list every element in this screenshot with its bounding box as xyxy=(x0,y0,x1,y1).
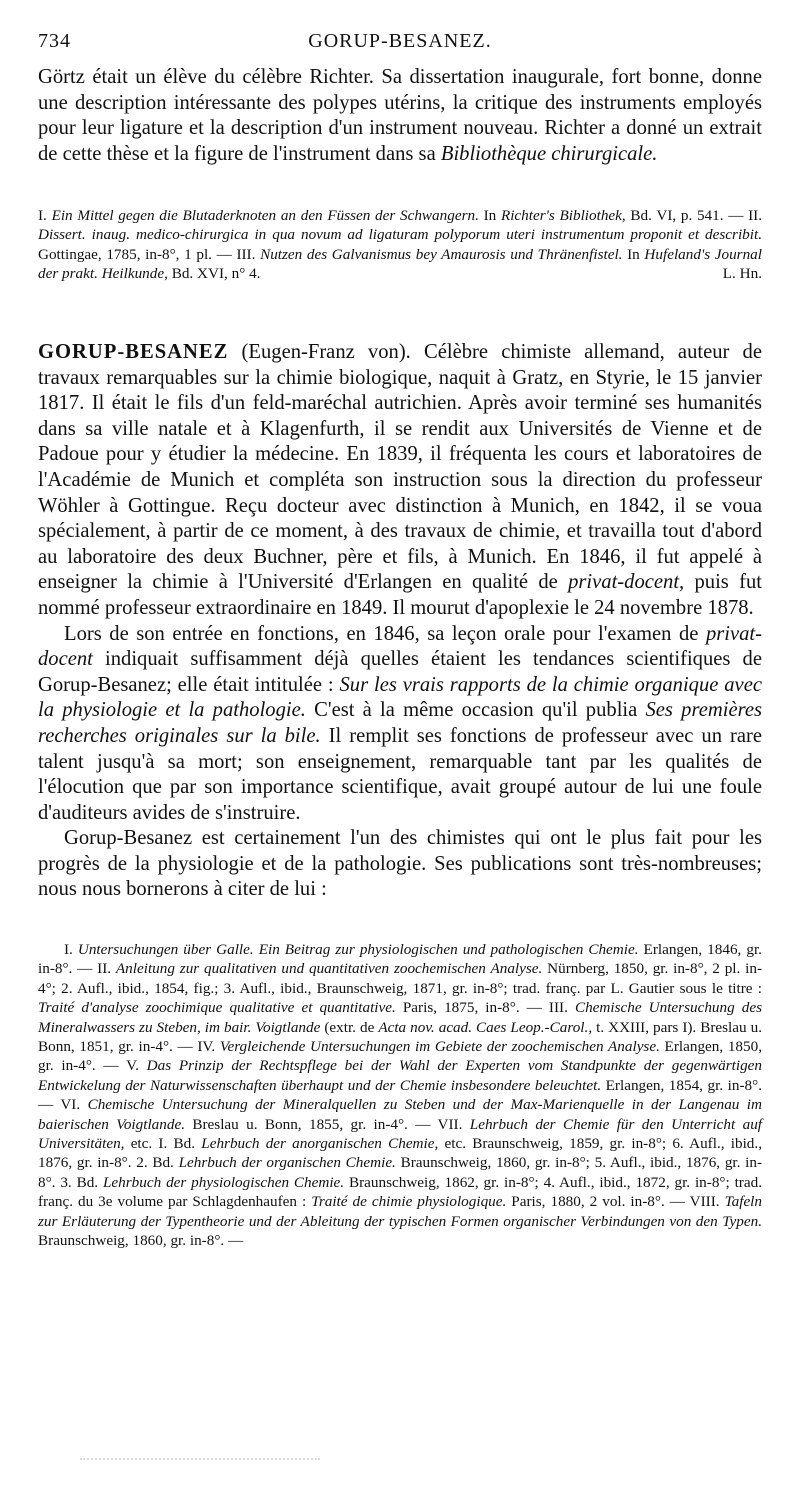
biography-paragraph: puis fut nommé professeur extraordinaire en 1849. Il mourut d'apoplexie le 24 novembre 1878. xyxy=(38,571,762,619)
biography-paragraph: indiquait suffisamment déjà quelles étaient les tendances scientifiques de Gorup-Besanez; elle était intitulée : xyxy=(38,648,762,696)
bib-text: Paris, 1880, 2 vol. in-8°. — VIII. xyxy=(506,1193,725,1211)
running-header xyxy=(38,30,762,60)
bib-title: Untersuchungen über Galle. Ein Beitrag zur physiologischen und pathologischen Chemie. xyxy=(77,941,639,958)
note-text: Bd. XVI, n° 4. xyxy=(167,265,261,283)
note-text: I. xyxy=(38,207,52,224)
italic-term: privat-docent xyxy=(38,622,762,671)
bib-title: Acta nov. acad. Caes Leop.-Carol., xyxy=(378,1018,593,1036)
bib-title: Traité d'analyse zoochimique qualitative et quantitative. xyxy=(38,999,396,1017)
bib-text: Erlangen, 1854, gr. in-8°. — VI. xyxy=(38,1076,762,1114)
italic-term: privat-docent, xyxy=(568,571,685,594)
biography-paragraph: Célèbre chimiste allemand, auteur de travaux remarquables sur la chimie biologique, naquit à Gratz, en Styrie, le 15 janvier 1817. Il était le fils d'un feld-maréchal autrichien. Après avoir terminé ses humanités dans sa ville natale et à Klagenfurth, il se rendit aux Universités de Vienne et de Padoue pour y étudier la médecine. En 1839, il fréquenta les cours et laboratoires de l'Académie de Munich et compléta son instruction sous la direction du professeur Wöhler à Gottingue. Reçu docteur avec distinction à Munich, en 1842, il se voua spécialement, à partir de ce moment, à des travaux de chimie, et travailla tout d'abord au laboratoire des deux Buchner, père et fils, à Munich. En 1846, il fut appelé à enseigner la chimie à l'Université d'Erlangen en qualité de xyxy=(38,341,762,594)
bib-title: Das Prinzip der Rechtspflege bei der Wahl der Experten vom Standpunkte der gegenwärtigen Entwickelung der Naturwissenschaften überhaupt und der Chemie insbesondere beleuchtet. xyxy=(38,1057,762,1094)
biography-paragraph: Lors de son entrée en fonctions, en 1846, sa leçon orale pour l'examen de xyxy=(64,622,706,645)
bib-title: Traité de chimie physiologique. xyxy=(311,1193,507,1211)
bib-title: Lehrbuch der physiologischen Chemie. xyxy=(102,1173,345,1191)
bib-text: Nürnberg, 1850, gr. in-8°, 2 pl. in-4°; 2. Aufl., ibid., 1854, fig.; 3. Aufl., ibid., Braunschweig, 1871, gr. in-8°; trad. franç. par L. Gautier sous le titre : xyxy=(38,960,762,997)
bib-text: Braunschweig, 1860, gr. in-8°; 5. Aufl., ibid., 1876, gr. in-8°. 3. Bd. xyxy=(38,1154,763,1191)
bib-text: Paris, 1875, in-8°. — III. xyxy=(395,999,575,1017)
bib-title: Chemische Untersuchung der Mineralquellen zu Steben und der Max-Marienquelle in der Langenau im baierischen Voigtlande. xyxy=(38,1096,762,1133)
bib-text: Breslau u. Bonn, 1855, gr. in-4°. — VII. xyxy=(185,1115,470,1133)
running-title: GORUP-BESANEZ. xyxy=(308,30,492,52)
goertz-article-text xyxy=(38,65,762,167)
goertz-paragraph-italic: Bibliothèque chirurgicale. xyxy=(440,142,658,165)
bib-title: Tafeln zur Erläuterung der Typentheorie und der Ableitung der typischen Formen organischer Verbindungen von den Typen. xyxy=(38,1193,762,1230)
goertz-bibliography xyxy=(38,206,762,284)
bib-text: Braunschweig, 1860, gr. in-8°. — xyxy=(38,1232,244,1250)
biography-paragraph: C'est à la même occasion qu'il publia xyxy=(305,699,646,722)
goertz-paragraph: Görtz était un élève du célèbre Richter. Sa dissertation inaugurale, fort bonne, donne une description intéressante des polypes utérins, la critique des instruments employés pour leur ligature et la description d'un instrument nouveau. Richter a donné un extrait de cette thèse et la figure de l'instrument dans sa xyxy=(38,66,762,165)
bib-text: etc. Braunschweig, 1859, gr. in-8°; 6. Aufl., ibid., 1876, gr. in-8°. 2. Bd. xyxy=(38,1135,762,1172)
scan-artifact xyxy=(80,1458,320,1462)
note-title: Dissert. inaug. medico-chirurgica in qua novum ad ligaturam polyporum uteri instrumentum proponit et describit. xyxy=(38,226,762,244)
note-text: In xyxy=(478,207,501,224)
bib-text: Braunschweig, 1862, gr. in-8°; 4. Aufl., ibid., 1872, gr. in-8°; trad. franç. du 3e volume par Schlagdenhaufen : xyxy=(38,1173,762,1211)
bib-title: Chemische Untersuchung des Mineralwassers zu Steben, im bair. Voigtlande xyxy=(38,999,762,1036)
bib-text: t. XXIII, pars I). Breslau u. Bonn, 1851, gr. in-4°. — IV. xyxy=(38,1018,762,1056)
bib-text: Erlangen, 1850, gr. in-4°. — V. xyxy=(38,1038,763,1075)
entry-headword: GORUP-BESANEZ xyxy=(38,341,229,363)
note-title: Ein Mittel gegen die Blutaderknoten an den Füssen der Schwangern. xyxy=(51,207,479,224)
bib-title: Anleitung zur qualitativen und quantitativen zoochemischen Analyse. xyxy=(115,960,543,978)
note-title: Nutzen des Galvanismus bey Amaurosis und Thränenfistel. xyxy=(260,245,623,263)
bib-title: Lehrbuch der anorganischen Chemie, xyxy=(201,1135,439,1153)
lecture-title: Sur les vrais rapports de la chimie organique avec la physiologie et la pathologie. xyxy=(38,673,762,722)
publication-title: Ses premières recherches originales sur la bile. xyxy=(38,699,762,747)
bib-text: etc. I. Bd. xyxy=(124,1135,202,1153)
note-text: Gottingae, 1785, in-8°, 1 pl. — III. xyxy=(38,245,261,263)
bib-title: Lehrbuch der organischen Chemie. xyxy=(178,1154,396,1172)
note-source: Hufeland's Journal der prakt. Heilkunde, xyxy=(38,245,762,283)
bib-title: Lehrbuch der Chemie für den Unterricht auf Universitäten, xyxy=(38,1115,763,1153)
gorup-bibliography xyxy=(38,940,762,1251)
bib-text: Erlangen, 1846, gr. in-8°. — II. xyxy=(38,941,762,978)
bib-title: Vergleichende Untersuchungen im Gebiete der zoochemischen Analyse. xyxy=(219,1038,660,1056)
biography-paragraph: Il remplit ses fonctions de professeur avec un rare talent jusqu'à sa mort; son enseignement, remarquable tant par les qualités de l'élocution que par son importance scientifique, avait groupé autour de lui une foule d'auditeurs avides de s'instruire. xyxy=(38,724,762,824)
page-number: 734 xyxy=(38,30,71,52)
bib-text: I. xyxy=(64,941,78,958)
biography-paragraph: Gorup-Besanez est certainement l'un des chimistes qui ont le plus fait pour les progrès de la physiologie et de la pathologie. Ses publications sont très-nombreuses; nous nous bornerons à citer de lui : xyxy=(38,827,762,901)
author-signature: L. Hn. xyxy=(722,265,762,283)
note-text: Bd. VI, p. 541. — II. xyxy=(625,207,763,224)
gorup-besanez-article xyxy=(38,340,762,903)
entry-name: (Eugen-Franz von). xyxy=(228,341,411,363)
bib-text: (extr. de xyxy=(320,1018,379,1036)
note-source: Richter's Bibliothek, xyxy=(500,207,626,224)
note-text: In xyxy=(622,245,645,263)
